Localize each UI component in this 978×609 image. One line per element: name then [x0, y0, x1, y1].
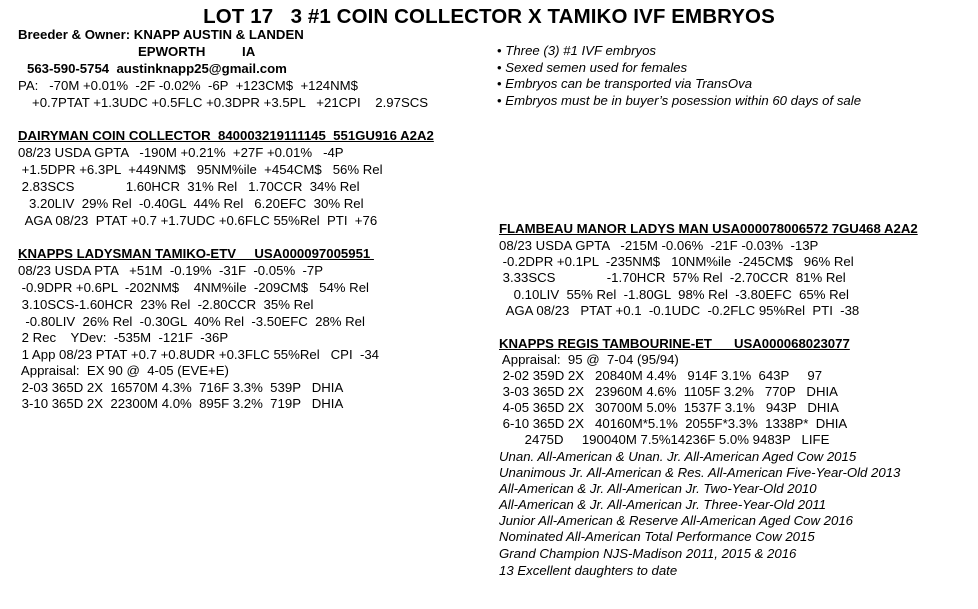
maternal-granddam-record: 4-05 365D 2X 30700M 5.0% 1537F 3.1% 943P DHIA — [499, 400, 839, 415]
maternal-grandsire-line: 0.10LIV 55% Rel -1.80GL 98% Rel -3.80EFC 65% Rel — [499, 287, 849, 302]
maternal-granddam-record: 6-10 365D 2X 40160M*5.1% 2055F*3.3% 1338P* DHIA — [499, 416, 848, 431]
sire-line: 2.83SCS 1.60HCR 31% Rel 1.70CCR 34% Rel — [18, 179, 360, 194]
sire-line: AGA 08/23 PTAT +0.7 +1.7UDC +0.6FLC 55%Rel PTI +76 — [18, 213, 378, 228]
lot-title: LOT 17 3 #1 COIN COLLECTOR X TAMIKO IVF EMBRYOS — [203, 5, 775, 28]
award-line: All-American & Jr. All-American Jr. Two-Year-Old 2010 — [499, 481, 817, 496]
lot-note: • Embryos can be transported via TransOva — [497, 76, 861, 93]
maternal-grandsire-line: 08/23 USDA GPTA -215M -0.06% -21F -0.03% -13P — [499, 238, 819, 253]
dam-line: 08/23 USDA PTA +51M -0.19% -31F -0.05% -7P — [18, 263, 324, 278]
breeder-owner: Breeder & Owner: KNAPP AUSTIN & LANDEN — [18, 27, 304, 42]
maternal-grandsire-line: -0.2DPR +0.1PL -235NM$ 10NM%ile -245CM$ 96% Rel — [499, 254, 854, 269]
award-line: 13 Excellent daughters to date — [499, 563, 678, 578]
pa-line-1: PA: -70M +0.01% -2F -0.02% -6P +123CM$ +124NM$ — [18, 78, 358, 93]
award-line: Unan. All-American & Unan. Jr. All-American Aged Cow 2015 — [499, 449, 857, 464]
dam-line: 2 Rec YDev: -535M -121F -36P — [18, 330, 229, 345]
maternal-grandsire-line: AGA 08/23 PTAT +0.1 -0.1UDC -0.2FLC 95%Rel PTI -38 — [499, 303, 860, 318]
breeder-location: EPWORTH IA — [138, 44, 256, 59]
lot-note: • Sexed semen used for females — [497, 60, 861, 77]
lot-note: • Embryos must be in buyer’s posession within 60 days of sale — [497, 93, 861, 110]
maternal-granddam-appraisal: Appraisal: 95 @ 7-04 (95/94) — [499, 352, 679, 367]
dam-record: 2-03 365D 2X 16570M 4.3% 716F 3.3% 539P DHIA — [18, 380, 344, 395]
lot-notes-list — [497, 43, 861, 109]
sire-line: +1.5DPR +6.3PL +449NM$ 95NM%ile +454CM$ 56% Rel — [18, 162, 383, 177]
pa-line-2: +0.7PTAT +1.3UDC +0.5FLC +0.3DPR +3.5PL +21CPI 2.97SCS — [32, 95, 429, 110]
dam-line: -0.80LIV 26% Rel -0.30GL 40% Rel -3.50EFC 28% Rel — [18, 314, 365, 329]
maternal-grandsire-heading: FLAMBEAU MANOR LADYS MAN USA000078006572 7GU468 A2A2 — [499, 221, 918, 236]
dam-line: -0.9DPR +0.6PL -202NM$ 4NM%ile -209CM$ 54% Rel — [18, 280, 369, 295]
sire-line: 08/23 USDA GPTA -190M +0.21% +27F +0.01% -4P — [18, 145, 344, 160]
dam-appraisal: Appraisal: EX 90 @ 4-05 (EVE+E) — [18, 363, 229, 378]
maternal-grandsire-line: 3.33SCS -1.70HCR 57% Rel -2.70CCR 81% Rel — [499, 270, 846, 285]
maternal-granddam-heading: KNAPPS REGIS TAMBOURINE-ET USA000068023077 — [499, 336, 850, 351]
award-line: Junior All-American & Reserve All-American Aged Cow 2016 — [499, 513, 854, 528]
lot-note: • Three (3) #1 IVF embryos — [497, 43, 861, 60]
dam-record: 3-10 365D 2X 22300M 4.0% 895F 3.2% 719P DHIA — [18, 396, 344, 411]
dam-heading: KNAPPS LADYSMAN TAMIKO-ETV USA000097005951 — [18, 246, 374, 261]
sire-line: 3.20LIV 29% Rel -0.40GL 44% Rel 6.20EFC 30% Rel — [18, 196, 364, 211]
maternal-granddam-record: 2-02 359D 2X 20840M 4.4% 914F 3.1% 643P 97 — [499, 368, 823, 383]
award-line: Nominated All-American Total Performance Cow 2015 — [499, 529, 815, 544]
sire-heading: DAIRYMAN COIN COLLECTOR 840003219111145 551GU916 A2A2 — [18, 128, 434, 143]
dam-line: 3.10SCS-1.60HCR 23% Rel -2.80CCR 35% Rel — [18, 297, 314, 312]
award-line: All-American & Jr. All-American Jr. Three-Year-Old 2011 — [499, 497, 827, 512]
award-line: Grand Champion NJS-Madison 2011, 2015 & 2016 — [499, 546, 797, 561]
maternal-granddam-record: 3-03 365D 2X 23960M 4.6% 1105F 3.2% 770P DHIA — [499, 384, 838, 399]
award-line: Unanimous Jr. All-American & Res. All-American Five-Year-Old 2013 — [499, 465, 901, 480]
breeder-contact: 563-590-5754 austinknapp25@gmail.com — [27, 61, 287, 76]
maternal-granddam-lifetime: 2475D 190040M 7.5%14236F 5.0% 9483P LIFE — [499, 432, 830, 447]
dam-line: 1 App 08/23 PTAT +0.7 +0.8UDR +0.3FLC 55%Rel CPI -34 — [18, 347, 380, 362]
